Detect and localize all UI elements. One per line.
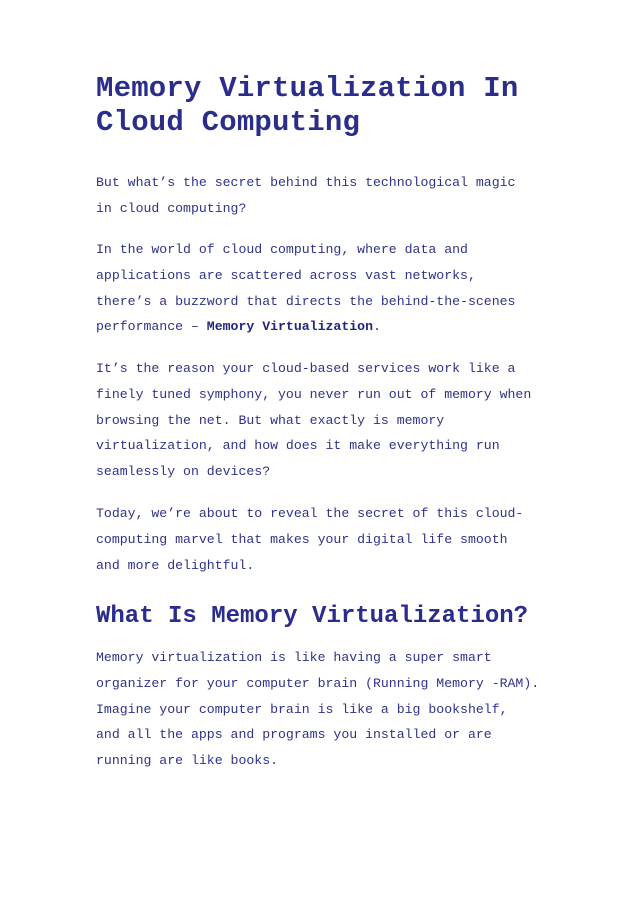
paragraph-line: applications are scattered across vast networks, [96, 267, 476, 283]
definition-paragraph [96, 645, 539, 774]
document-page [96, 72, 566, 769]
paragraph-line: In the world of cloud computing, where data and [96, 242, 468, 257]
page-title-line-2: Cloud Computing [96, 106, 361, 139]
intro-paragraph [96, 170, 515, 222]
paragraph-line: and all the apps and programs you installed or are [96, 727, 492, 743]
paragraph-text: . [373, 319, 381, 335]
paragraph-line: Memory virtualization is like having a super smart [96, 650, 492, 665]
cloud-buzzword-paragraph [96, 237, 515, 340]
paragraph-line: Imagine your computer brain is like a big bookshelf, [96, 701, 508, 717]
paragraph-line: Today, we’re about to reveal the secret of this cloud- [96, 506, 524, 521]
section-heading: What Is Memory Virtualization? [96, 603, 529, 630]
paragraph-line: and more delightful. [96, 557, 255, 573]
paragraph-line: computing marvel that makes your digital life smooth [96, 531, 508, 547]
paragraph-line: running are like books. [96, 753, 279, 769]
paragraph-line: there’s a buzzword that directs the behind-the-scenes [96, 293, 516, 309]
page-title-line-1: Memory Virtualization In [96, 72, 519, 105]
paragraph-text: performance – [96, 319, 207, 335]
paragraph-line: seamlessly on devices? [96, 464, 271, 480]
reveal-paragraph [96, 501, 523, 578]
memory-virtualization-emphasis: Memory Virtualization [206, 319, 373, 335]
paragraph-line [96, 314, 515, 340]
symphony-paragraph [96, 356, 531, 485]
paragraph-line: finely tuned symphony, you never run out of memory when [96, 386, 532, 402]
paragraph-line: It’s the reason your cloud-based services work like a [96, 361, 516, 376]
paragraph-line: organizer for your computer brain (Running Memory -RAM). [96, 675, 540, 691]
page-title [96, 72, 566, 140]
paragraph-line: browsing the net. But what exactly is memory [96, 412, 445, 428]
paragraph-line: virtualization, and how does it make everything run [96, 438, 500, 454]
paragraph-line: But what’s the secret behind this technological magic [96, 175, 516, 190]
paragraph-line: in cloud computing? [96, 200, 247, 216]
